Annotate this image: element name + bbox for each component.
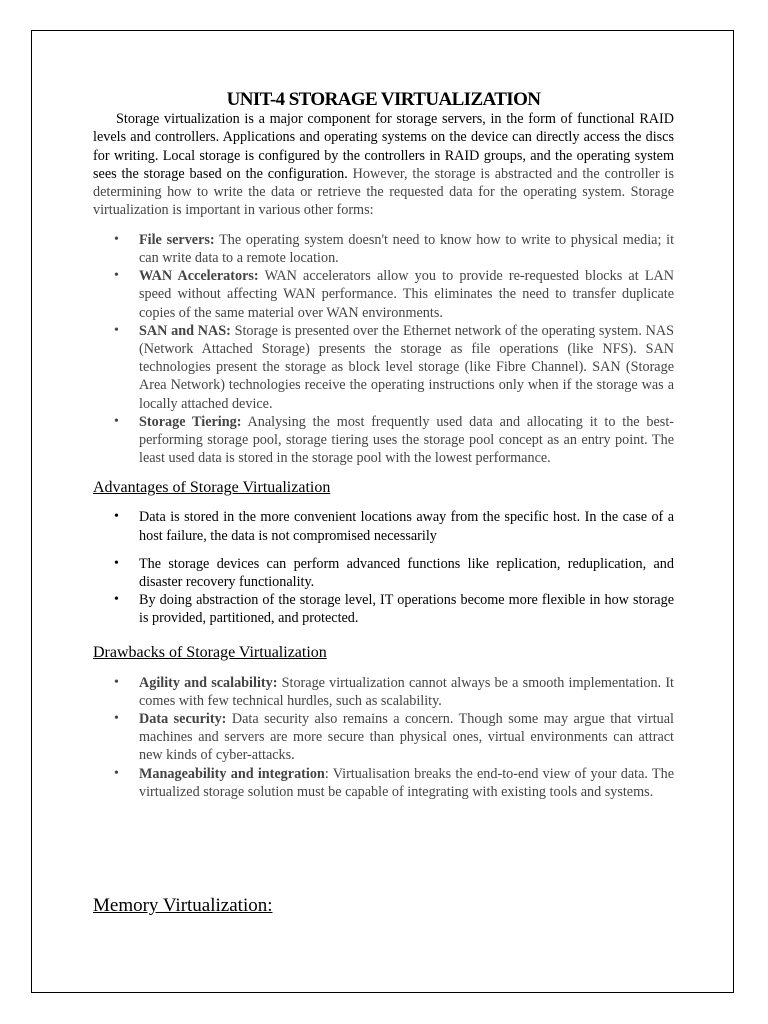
drawbacks-heading: Drawbacks of Storage Virtualization	[93, 643, 327, 661]
bullet-icon: •	[114, 322, 119, 338]
bullet-icon: •	[114, 711, 119, 727]
bullet-icon: •	[114, 674, 119, 690]
item-text: The operating system doesn't need to know how to write to physical media; it can write data to a remote location.	[139, 231, 675, 266]
item-text: Analysing the most frequently used data and allocating it to the best-performing storage pool, storage tiering uses the storage pool concept as an entry point. The least used data is stored in the storage pool with the lowest performance.	[139, 413, 674, 467]
item-text: By doing abstraction of the storage level, IT operations become more flexible in how storage is provided, partitioned, and protected.	[139, 592, 674, 627]
item-term: SAN and NAS:	[139, 322, 231, 339]
list-item	[114, 267, 674, 322]
intro-paragraph	[93, 110, 674, 220]
item-term: Agility and scalability:	[139, 674, 278, 691]
item-term: Data security:	[139, 711, 227, 728]
list-item	[114, 322, 674, 413]
page-title: UNIT-4 STORAGE VIRTUALIZATION	[226, 89, 541, 110]
bullet-icon: •	[114, 268, 119, 284]
item-term: Storage Tiering:	[139, 413, 242, 430]
bullet-icon: •	[114, 509, 119, 525]
item-text: : Virtualisation breaks the end-to-end view of your data. The virtualized storage solution must be capable of integrating with existing tools and systems.	[139, 765, 674, 800]
bullet-icon: •	[114, 231, 119, 247]
list-item	[114, 231, 675, 267]
item-text: Data is stored in the more convenient locations away from the specific host. In the case of a host failure, the data is not compromised necessarily	[139, 509, 674, 544]
virtualization-forms-list	[114, 231, 675, 468]
bullet-icon: •	[114, 413, 119, 429]
item-text: Data security also remains a concern. Though some may argue that virtual machines and servers are more secure than physical ones, virtual environments can attract new kinds of cyber-attacks.	[139, 711, 674, 764]
item-text: Storage is presented over the Ethernet network of the operating system. NAS (Network Attached Storage) presents the storage as file operations (like NFS). SAN technologies present the storage as block level storage (like Fibre Channel). SAN (Storage Area Network) technologies receive the operating instructions only when if the storage was a locally attached device.	[139, 322, 674, 412]
bullet-icon: •	[114, 592, 119, 608]
item-term: Manageability and integration	[139, 765, 325, 782]
list-item	[114, 591, 674, 627]
item-term: File servers:	[139, 231, 215, 248]
bullet-icon: •	[114, 765, 119, 781]
list-item	[114, 674, 674, 710]
item-text: The storage devices can perform advanced functions like replication, reduplication, and disaster recovery functionality.	[139, 555, 674, 591]
list-item	[114, 555, 674, 591]
advantages-list	[114, 508, 674, 627]
advantages-heading: Advantages of Storage Virtualization	[93, 479, 331, 497]
item-text: WAN accelerators allow you to provide re-requested blocks at LAN speed without affecting WAN performance. This eliminates the need to transfer duplicate copies of the same material over WAN environments.	[139, 268, 674, 321]
list-item	[114, 710, 674, 765]
intro-part-2: However, the storage is abstracted and the controller is determining how to write the data or retrieve the requested data for the operating system. Storage virtualization is important in various other forms:	[93, 165, 674, 219]
drawbacks-list	[114, 674, 674, 801]
memory-virtualization-heading: Memory Virtualization:	[93, 895, 273, 917]
document-body	[93, 90, 674, 917]
item-text: Storage virtualization cannot always be a smooth implementation. It comes with few technical hurdles, such as scalability.	[139, 674, 674, 709]
bullet-icon: •	[114, 555, 119, 571]
list-item	[114, 765, 674, 801]
list-item	[114, 413, 674, 468]
item-term: WAN Accelerators:	[139, 268, 259, 285]
list-item	[114, 508, 674, 544]
intro-part-1: Storage virtualization is a major component for storage servers, in the form of functional RAID levels and controllers. Applications and operating systems on the device can directly access the discs for writing. Local storage is configured by the controllers in RAID groups, and the operating system sees the storage based on the configuration.	[93, 111, 674, 182]
